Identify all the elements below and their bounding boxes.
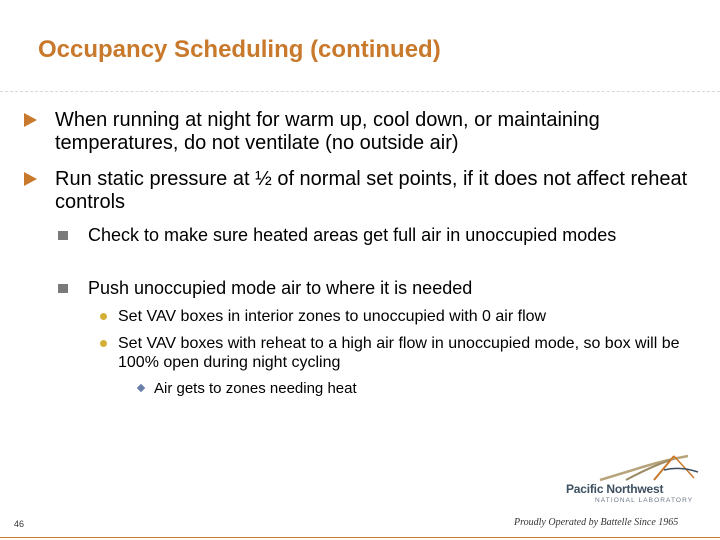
bullet-1	[24, 109, 704, 155]
square-bullet-icon	[58, 284, 68, 293]
bullet-1-text: When running at night for warm up, cool down, or maintaining temperatures, do not ventilate (no outside air)	[55, 109, 600, 154]
bullet-2-2-1-text: Set VAV boxes in interior zones to unoccupied with 0 air flow	[118, 308, 547, 325]
title-divider	[0, 91, 720, 92]
bullet-2-1	[58, 225, 698, 245]
dot-bullet-icon	[100, 340, 107, 347]
square-bullet-icon	[58, 231, 68, 240]
logo-subtitle: NATIONAL LABORATORY	[595, 497, 694, 504]
bullet-2-2-2-1	[138, 380, 698, 398]
bullet-2	[24, 168, 704, 214]
bullet-2-2-text: Push unoccupied mode air to where it is needed	[88, 278, 473, 298]
bullet-2-2-2-text: Set VAV boxes with reheat to a high air flow in unoccupied mode, so box will be 100% open during night cycling	[118, 335, 680, 371]
page-title: Occupancy Scheduling (continued)	[38, 36, 441, 63]
footer-divider	[0, 537, 720, 538]
logo-tagline: Proudly Operated by Battelle Since 1965	[514, 517, 679, 528]
bullet-2-1-text: Check to make sure heated areas get full air in unoccupied modes	[88, 225, 617, 245]
bullet-2-text: Run static pressure at ½ of normal set points, if it does not affect reheat controls	[55, 168, 688, 213]
bullet-2-2-2	[100, 334, 700, 372]
pnnl-logo-icon	[596, 452, 700, 482]
bullet-2-2-1	[100, 307, 700, 326]
triangle-bullet-icon	[24, 113, 37, 127]
page-number: 46	[14, 519, 25, 529]
triangle-bullet-icon	[24, 172, 37, 186]
diamond-bullet-icon	[137, 384, 145, 392]
bullet-2-2	[58, 278, 698, 298]
bullet-2-2-2-1-text: Air gets to zones needing heat	[154, 380, 357, 397]
logo-name: Pacific Northwest	[566, 482, 664, 496]
dot-bullet-icon	[100, 313, 107, 320]
